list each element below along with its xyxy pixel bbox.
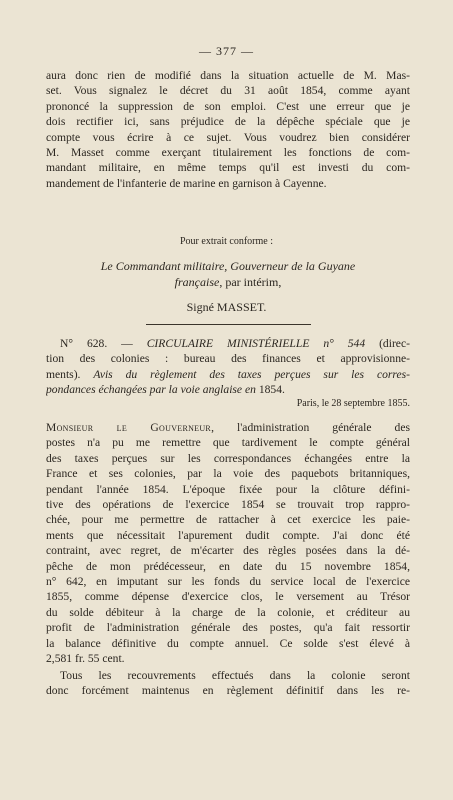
paragraph-letter-continuation [46, 68, 410, 191]
text-line: profit de l'administration générale des postes, qu'a fait ressortir [46, 621, 410, 635]
text-line: prononcé la suppression de son emploi. C'est une erreur que je [46, 99, 410, 113]
text-line: M. Masset comme exerçant titulairement les fonctions de com- [46, 146, 410, 160]
text-line: aura donc rien de modifié dans la situation actuelle de M. Mas- [46, 69, 410, 82]
text-line: tion des colonies : bureau des finances et approvisionne- [46, 352, 410, 366]
text-line: France et ses colonies, par la voie des paquebots britanniques, [46, 467, 410, 481]
salutation: Monsieur le Gouverneur [46, 421, 212, 434]
circular-heading [46, 336, 410, 398]
text-line: dois rectifier ici, sans préjudice de la dépêche spéciale que je [46, 115, 410, 129]
signature-intro: Pour extrait conforme : [179, 236, 274, 247]
circular-no: n° 544 [323, 337, 366, 350]
circular-title: CIRCULAIRE MINISTÉRIELLE [146, 337, 310, 350]
text-line: Tous les recouvrements effectués dans la colonie seront [60, 669, 410, 682]
text-line: du solde débiteur à la charge de la colonie, et créditeur au [46, 605, 410, 619]
section-divider [146, 324, 311, 325]
text-line: postes n'a pu me remettre que tardivement le compte général [46, 436, 410, 450]
circular-line3-plain: ments). [46, 367, 81, 381]
circular-line1-rest: (direc- [379, 337, 410, 350]
text-line: pêche de mon prédécesseur, en date du 15 novembre 1854, [46, 559, 410, 573]
dateline: Paris, le 28 septembre 1855. [296, 398, 410, 409]
text-line [46, 420, 410, 435]
signature-title-line1: Le Commandant militaire, Gouverneur de la Guyane [100, 259, 356, 273]
text-line: 1855, comme dépense d'exercice clos, le versement au Trésor [46, 590, 410, 604]
circular-heading-line3 [46, 367, 410, 382]
text-line: compte vous écrire à ce sujet. Vous voudrez bien considérer [46, 130, 410, 144]
circular-number: N° 628. — [60, 337, 133, 350]
text-line: pendant l'année 1854. L'époque fixée pour la clôture défini- [46, 482, 410, 496]
text-line: donc forcément maintenus en règlement définitif dans les re- [46, 684, 410, 698]
text-line: mandant militaire, en même temps qu'il est investi du com- [46, 161, 410, 175]
text-line: des taxes perçues sur les correspondances échangées entre la [46, 451, 410, 465]
circular-line4-italic: pondances échangées par la voie anglaise en [46, 383, 256, 397]
text-line: la balance définitive du compte annuel. Ce solde s'est élevé à [46, 636, 410, 650]
page-number: — 377 — [199, 44, 254, 58]
text-line: chée, pour me permettre de rattacher à cet exercice les paie- [46, 513, 410, 527]
signature-name: Signé MASSET. [186, 300, 267, 314]
paragraph-recouvrements [46, 668, 410, 699]
salutation-rest: , l'administration générale des [211, 421, 410, 434]
text-line: mandement de l'infanterie de marine en garnison à Cayenne. [46, 176, 327, 190]
text-line: n° 642, en imputant sur les fonds du service local de l'exercice [46, 575, 410, 589]
circular-heading-line4 [46, 382, 410, 397]
circular-line4-year: 1854. [258, 383, 285, 397]
signature-title [46, 258, 410, 290]
signature-title-line2-rest: , par intérim, [219, 275, 282, 289]
text-line: ments que nécessitait l'apurement dudit compte. J'ai donc été [46, 528, 410, 542]
signature-title-line2-italic: française [174, 275, 220, 289]
text-line: contraint, avec regret, de m'écarter des règles posées dans la dé- [46, 544, 410, 558]
circular-heading-line1 [46, 336, 410, 351]
text-line: 2,581 fr. 55 cent. [46, 652, 125, 666]
paragraph-circular-body [46, 420, 410, 667]
text-line: tive des opérations de l'exercice 1854 se trouvait trop rappro- [46, 498, 410, 512]
text-line: set. Vous signalez le décret du 31 août 1854, comme ayant [46, 84, 410, 98]
circular-line3-italic: Avis du règlement des taxes perçues sur les corres- [93, 367, 410, 381]
